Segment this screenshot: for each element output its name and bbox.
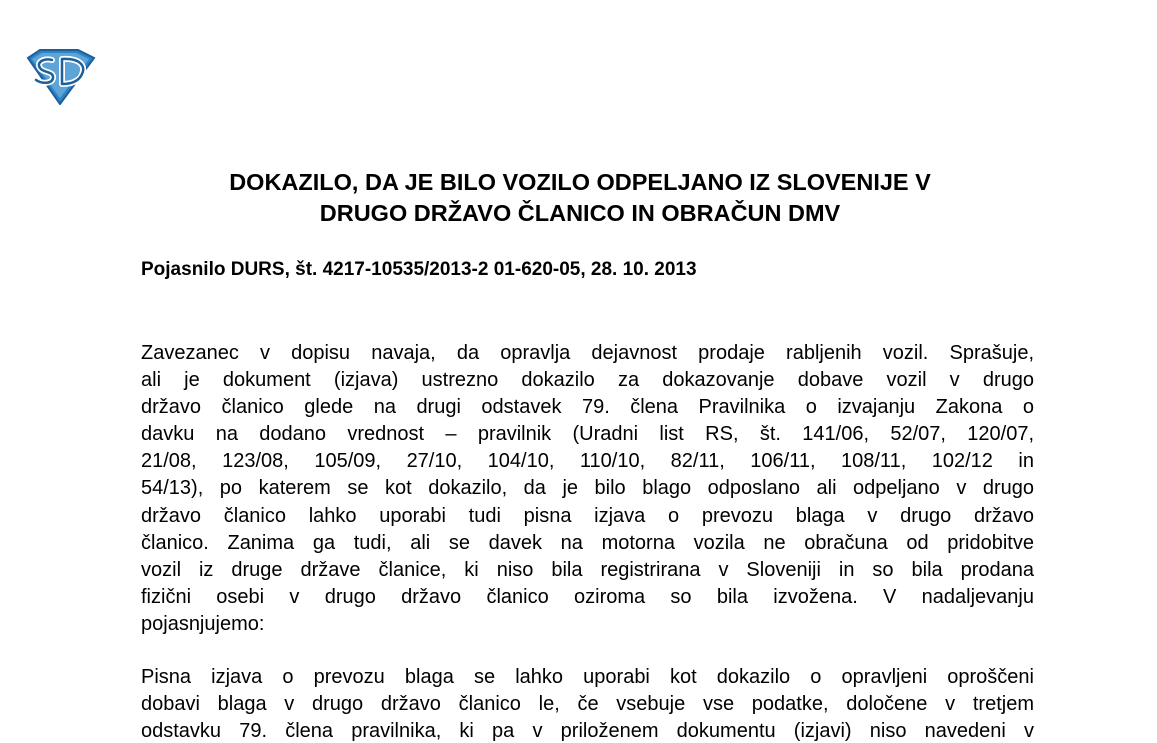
- paragraph-line: dobavi blaga v drugo državo članico le, če vsebuje vse podatke, določene v tretjem: [141, 693, 1034, 716]
- paragraph-line: vozil iz druge države članice, ki niso bila registrirana v Sloveniji in so bila prodana: [141, 558, 1034, 581]
- paragraph-line: ali je dokument (izjava) ustrezno dokazilo za dokazovanje dobave vozil v drugo: [141, 369, 1034, 392]
- title-line-2: DRUGO DRŽAVO ČLANICO IN OBRAČUN DMV: [319, 200, 841, 226]
- paragraph-line: davku na dodano vrednost – pravilnik (Uradni list RS, št. 141/06, 52/07, 120/07,: [141, 423, 1034, 446]
- title-line-1: DOKAZILO, DA JE BILO VOZILO ODPELJANO IZ SLOVENIJE V: [229, 169, 931, 195]
- paragraph-line: državo članico lahko uporabi tudi pisna izjava o prevozu blaga v drugo državo: [141, 504, 1034, 527]
- paragraph-1: [141, 340, 1034, 638]
- paragraph-line: Zavezanec v dopisu navaja, da opravlja dejavnost prodaje rabljenih vozil. Sprašuje,: [141, 342, 1034, 364]
- paragraph-line: odstavku 79. člena pravilnika, ki pa v priloženem dokumentu (izjavi) niso navedeni v: [141, 720, 1034, 743]
- paragraph-line: 54/13), po katerem se kot dokazilo, da je bilo blago odposlano ali odpeljano v drugo: [141, 477, 1034, 500]
- paragraph-line: članico. Zanima ga tudi, ali se davek na motorna vozila ne obračuna od pridobitve: [141, 531, 1034, 554]
- paragraph-line: državo članico glede na drugi odstavek 79. člena Pravilnika o izvajanju Zakona o: [141, 396, 1034, 419]
- document-title: [120, 167, 1040, 229]
- company-logo-icon: [22, 48, 96, 105]
- paragraph-line: 21/08, 123/08, 105/09, 27/10, 104/10, 110/10, 82/11, 106/11, 108/11, 102/12 in: [141, 450, 1034, 473]
- paragraph-2: [141, 664, 1034, 743]
- document-subtitle: Pojasnilo DURS, št. 4217-10535/2013-2 01-620-05, 28. 10. 2013: [141, 259, 697, 280]
- paragraph-line: pojasnjujemo:: [141, 612, 265, 635]
- paragraph-line: fizični osebi v drugo državo članico oziroma so bila izvožena. V nadaljevanju: [141, 585, 1034, 608]
- paragraph-line: Pisna izjava o prevozu blaga se lahko uporabi kot dokazilo o opravljeni oproščeni: [141, 666, 1034, 688]
